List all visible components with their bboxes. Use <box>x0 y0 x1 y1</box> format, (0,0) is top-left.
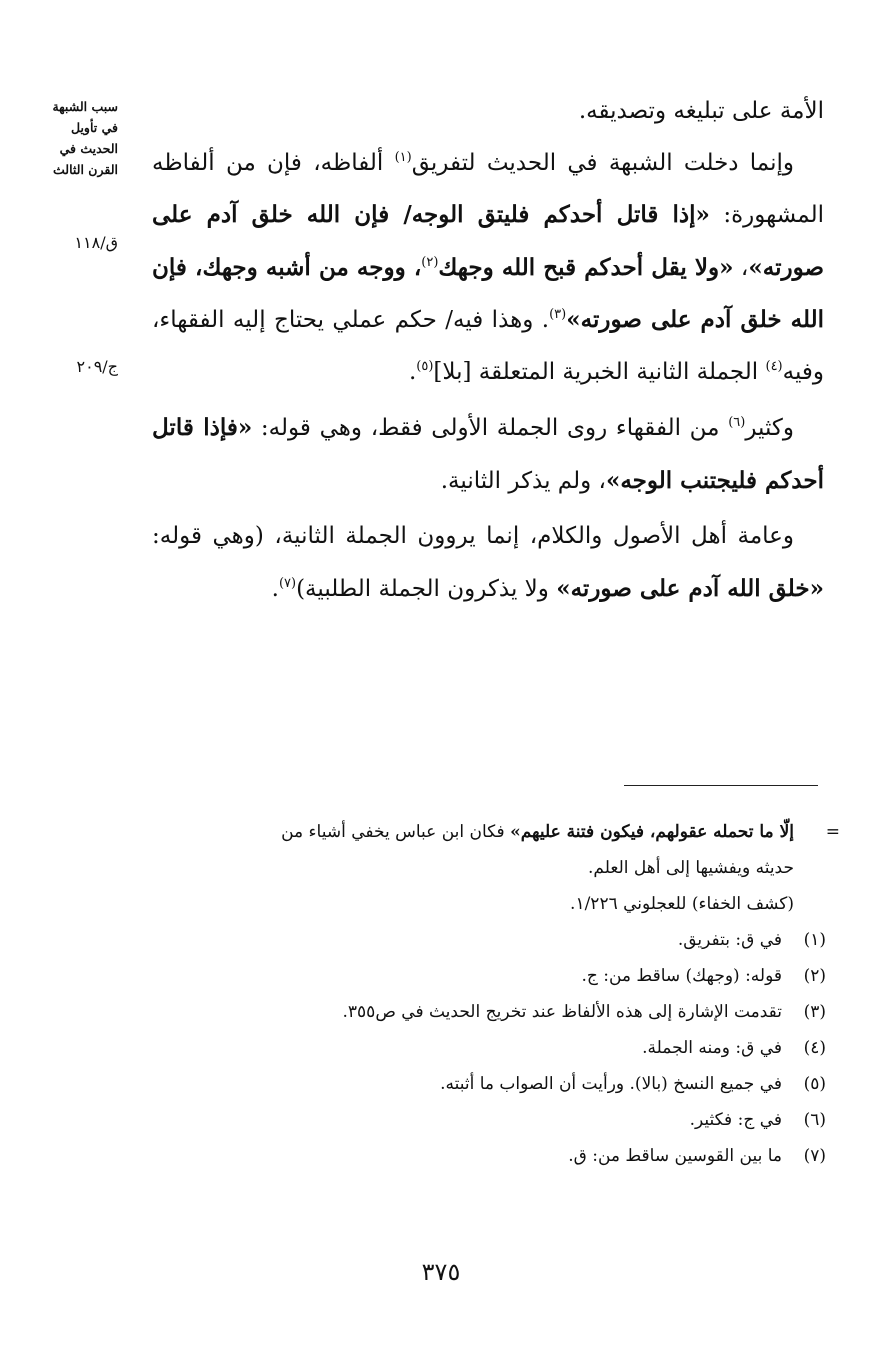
footnote-ref[interactable]: (٤) <box>765 358 783 374</box>
paragraph-text: . <box>271 575 279 602</box>
paragraph-text: وعامة أهل الأصول والكلام، إنما يروون الجملة الثانية، (وهي قوله: <box>152 523 794 549</box>
hadith-quote: «فإذا قاتل أحدكم فليجتنب الوجه» <box>152 414 824 494</box>
footnote-number: (٤) <box>803 1038 826 1058</box>
paragraph-text: ألفاظه، فإن من ألفاظه المشهورة: <box>152 149 824 228</box>
page-number: ٣٧٥ <box>421 1258 461 1286</box>
footnote-ref[interactable]: (٧) <box>278 575 297 591</box>
footnote-text: في ج: فكثير. <box>689 1110 782 1130</box>
paragraph-2 <box>152 138 824 399</box>
paragraph-text: الأمة على تبليغه وتصديقه. <box>578 98 824 124</box>
margin-topic-line: الحديث في <box>59 141 118 156</box>
footnote-item <box>150 922 840 958</box>
paragraph-4 <box>152 511 824 615</box>
footnote-number: (٦) <box>803 1110 826 1130</box>
paragraph-text: من الفقهاء روى الجملة الأولى فقط، وهي قوله: <box>252 415 729 441</box>
main-text <box>152 86 824 615</box>
paragraph-text: . <box>408 358 417 385</box>
hadith-quote: «إذا قاتل أحدكم فليتق الوجه/ فإن الله خلق آدم على صورته» <box>152 201 825 281</box>
continuation-mark: = <box>825 822 840 842</box>
paragraph-3 <box>152 402 824 507</box>
paragraph-text: ولا يذكرون الجملة الطلبية) <box>296 575 557 602</box>
footnote-continuation <box>150 814 840 922</box>
hadith-quote: «ولا يقل أحدكم قبح الله وجهك <box>438 253 734 281</box>
paragraph-text: ، <box>733 254 749 281</box>
margin-topic-note <box>30 96 118 180</box>
footnote-ref[interactable]: (٦) <box>728 415 746 430</box>
footnote-line: حديثه ويفشيها إلى أهل العلم. <box>588 858 794 878</box>
footnote-text: في جميع النسخ (بالا). ورأيت أن الصواب ما أثبته. <box>440 1074 782 1094</box>
footnote-ref[interactable]: (٢) <box>421 254 439 270</box>
footnote-text: في ق: بتفريق. <box>677 930 782 950</box>
footnote-line <box>150 814 794 850</box>
margin-manuscript-ref-q: ق/١١٨ <box>74 233 118 252</box>
footnote-item <box>150 1138 840 1174</box>
footnote-text: فكان ابن عباس يخفي أشياء من <box>281 822 511 842</box>
footnote-text: تقدمت الإشارة إلى هذه الألفاظ عند تخريج الحديث في ص٣٥٥. <box>342 1002 782 1022</box>
paragraph-text: وكثير <box>745 415 794 441</box>
footnote-line: (كشف الخفاء) للعجلوني ١/٢٢٦. <box>570 894 794 914</box>
footnote-ref[interactable]: (٥) <box>416 358 434 374</box>
paragraph-text: ، ولم يذكر الثانية. <box>440 467 606 494</box>
footnote-number: (١) <box>803 930 826 950</box>
footnote-bold-text: إلّا ما تحمله عقولهم، فيكون فتنة عليهم» <box>510 822 794 842</box>
margin-topic-line: سبب الشبهة <box>52 99 118 114</box>
margin-manuscript-ref-j: ج/٢٠٩ <box>76 357 118 376</box>
footnote-number: (٧) <box>803 1146 826 1166</box>
footnotes <box>150 814 840 1174</box>
footnote-separator <box>624 785 818 786</box>
footnote-item <box>150 1030 840 1066</box>
footnote-text: ما بين القوسين ساقط من: ق. <box>568 1146 782 1166</box>
footnote-ref[interactable]: (١) <box>394 149 412 165</box>
paragraph-text: وإنما دخلت الشبهة في الحديث لتفريق <box>411 149 794 176</box>
footnote-ref[interactable]: (٣) <box>549 307 567 322</box>
footnote-number: (٣) <box>803 1002 826 1022</box>
footnote-item <box>150 1066 840 1102</box>
paragraph-text: . وهذا فيه/ حكم عملي يحتاج إليه الفقهاء، وفيه <box>152 307 824 385</box>
margin-topic-line: القرن الثالث <box>53 162 118 177</box>
footnote-item <box>150 994 840 1030</box>
footnote-text: قوله: (وجهك) ساقط من: ج. <box>581 966 782 986</box>
footnote-text: في ق: ومنه الجملة. <box>642 1038 782 1058</box>
footnote-number: (٢) <box>803 966 826 986</box>
hadith-quote: ، ووجه من أشبه وجهك، فإن الله خلق آدم على صورته» <box>152 253 824 333</box>
margin-topic-line: في تأويل <box>70 120 118 135</box>
footnote-item <box>150 1102 840 1138</box>
footnote-list <box>150 922 840 1174</box>
hadith-quote: «خلق الله آدم على صورته» <box>556 574 824 602</box>
footnote-item <box>150 958 840 994</box>
paragraph-1 <box>152 86 824 138</box>
footnote-number: (٥) <box>803 1074 826 1094</box>
paragraph-text: الجملة الثانية الخبرية المتعلقة [بلا] <box>433 358 766 385</box>
